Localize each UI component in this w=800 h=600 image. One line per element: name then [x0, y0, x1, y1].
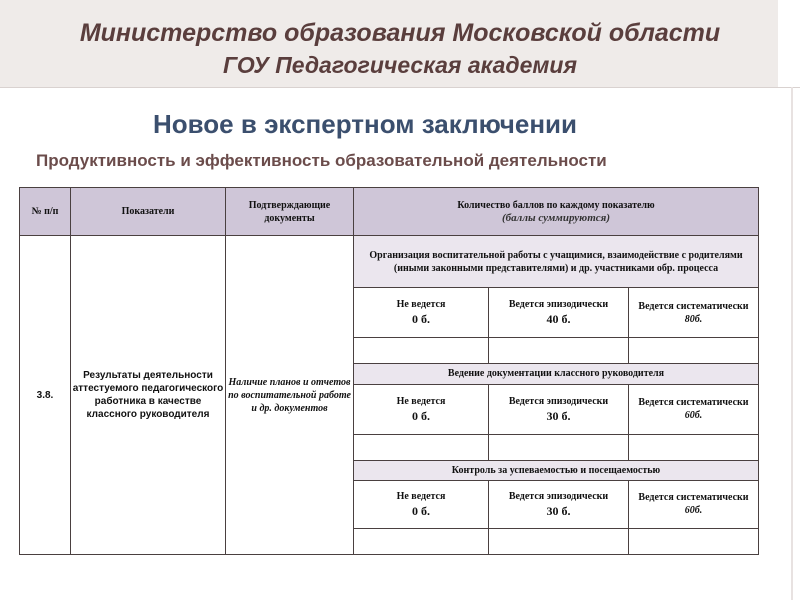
option-points: 60б. [684, 505, 703, 517]
option-label: Ведется систематически [638, 397, 749, 409]
option-points: 0 б. [412, 312, 430, 327]
topic-heading: Продуктивность и эффективность образовательной деятельности [36, 151, 607, 170]
slide-subtitle: Новое в экспертном заключении [153, 109, 578, 139]
option-cell [629, 384, 759, 434]
table-header-row [20, 188, 759, 236]
option-label: Не ведется [396, 395, 446, 407]
header-scores-note: (баллы суммируются) [502, 211, 610, 224]
empty-cell [489, 338, 629, 364]
header-number: № п/п [20, 188, 71, 236]
option-label: Ведется систематически [638, 492, 749, 504]
header-scores [354, 188, 759, 236]
empty-cell [354, 434, 489, 460]
empty-cell [629, 528, 759, 554]
side-line [791, 87, 793, 600]
option-points: 30 б. [546, 503, 571, 518]
option-cell [354, 288, 489, 338]
evaluation-table [19, 187, 759, 555]
option-label: Ведется эпизодически [508, 490, 609, 502]
empty-cell [629, 338, 759, 364]
section-title: Организация воспитательной работы с учащимися, взаимодействие с родителями (иными законными представителями) и др. участниками обр. процесса [354, 236, 759, 288]
option-cell [629, 480, 759, 528]
academy-title: ГОУ Педагогическая академия [223, 52, 577, 78]
option-label: Ведется эпизодически [508, 395, 609, 407]
option-label: Ведется систематически [638, 300, 749, 312]
row-number: 3.8. [20, 236, 71, 555]
empty-cell [489, 528, 629, 554]
option-label: Не ведется [396, 490, 446, 502]
option-label: Ведется эпизодически [508, 299, 609, 311]
option-points: 0 б. [412, 503, 430, 518]
empty-cell [489, 434, 629, 460]
option-label: Не ведется [396, 299, 446, 311]
section-title-row [20, 236, 759, 288]
indicator-text: Результаты деятельности аттестуемого педагогического работника в качестве классного руководителя [71, 236, 226, 555]
option-cell [354, 480, 489, 528]
option-cell [489, 384, 629, 434]
option-points: 40 б. [546, 312, 571, 327]
option-points: 80б. [684, 313, 703, 325]
section-title: Контроль за успеваемостью и посещаемостью [354, 460, 759, 480]
empty-cell [354, 338, 489, 364]
documents-text: Наличие планов и отчетов по воспитательной работе и др. документов [226, 236, 354, 555]
option-cell [489, 480, 629, 528]
option-points: 60б. [684, 410, 703, 422]
section-title: Ведение документации классного руководителя [354, 364, 759, 384]
header-divider [0, 87, 800, 88]
option-points: 0 б. [412, 408, 430, 423]
organization-title: Министерство образования Московской области [79, 19, 721, 47]
option-points: 30 б. [546, 408, 571, 423]
option-cell [629, 288, 759, 338]
header-scores-label: Количество баллов по каждому показателю [457, 199, 655, 211]
empty-cell [629, 434, 759, 460]
header-indicators: Показатели [71, 188, 226, 236]
option-cell [489, 288, 629, 338]
empty-cell [354, 528, 489, 554]
option-cell [354, 384, 489, 434]
header-documents: Подтверждающие документы [226, 188, 354, 236]
